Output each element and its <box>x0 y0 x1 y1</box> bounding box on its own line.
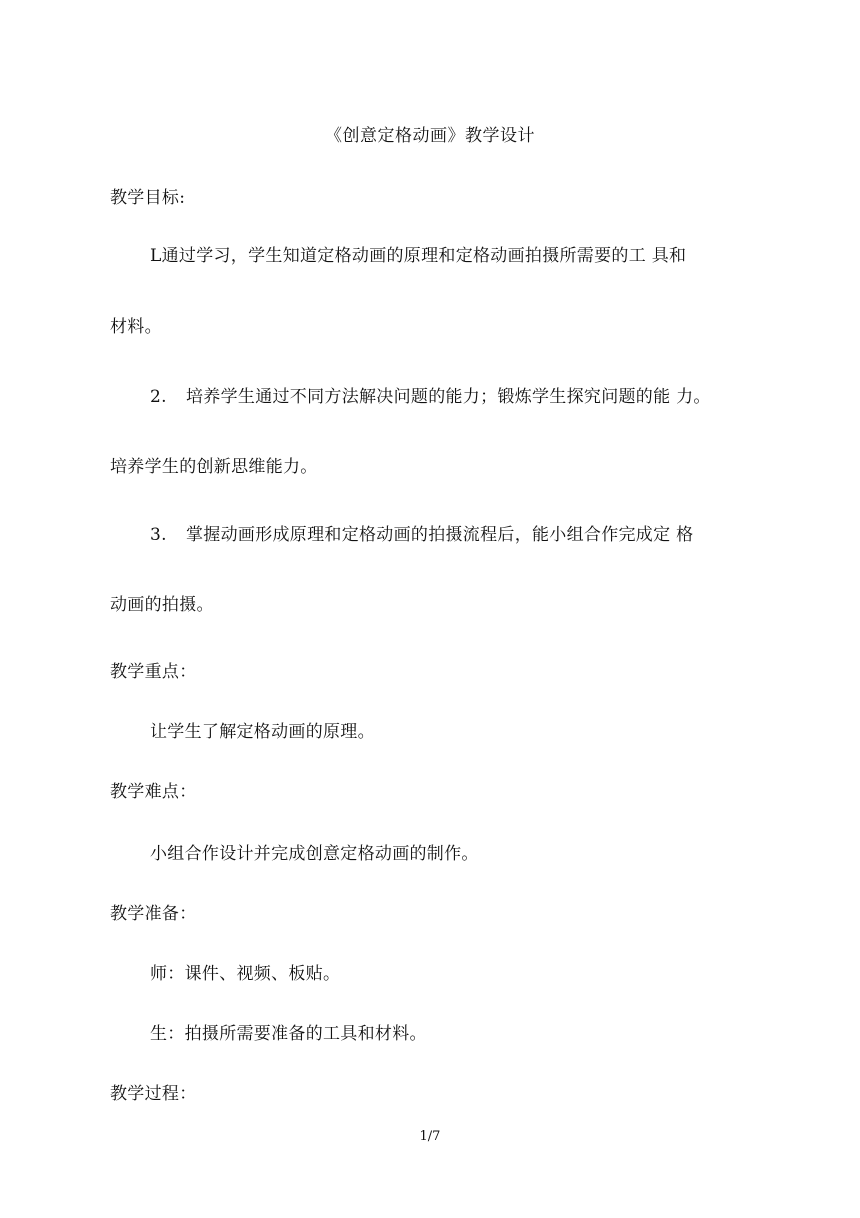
objective-1-line-2: 材料。 <box>110 317 162 337</box>
objective-3-line-2: 动画的拍摄。 <box>110 595 214 615</box>
objective-3-text: 掌握动画形成原理和定格动画的拍摄流程后，能小组合作完成定 格 <box>186 525 694 545</box>
preparation-student: 生：拍摄所需要准备的工具和材料。 <box>150 1024 427 1044</box>
objective-2-line-1 <box>150 385 711 409</box>
objective-2-number: 2. <box>150 387 167 407</box>
objective-3-line-1 <box>150 523 693 547</box>
objectives-heading: 教学目标: <box>110 188 186 208</box>
document-title: 《创意定格动画》教学设计 <box>325 126 535 146</box>
difficulties-heading: 教学难点： <box>110 782 197 802</box>
preparation-teacher: 师：课件、视频、板贴。 <box>150 964 341 984</box>
process-heading: 教学过程： <box>110 1084 197 1104</box>
objective-2-line-2: 培养学生的创新思维能力。 <box>110 457 318 477</box>
objective-3-number: 3. <box>150 525 167 545</box>
objective-2-text: 培养学生通过不同方法解决问题的能力；锻炼学生探究问题的能 力。 <box>186 387 711 407</box>
key-points-heading: 教学重点： <box>110 662 197 682</box>
difficulties-text: 小组合作设计并完成创意定格动画的制作。 <box>150 844 479 864</box>
key-points-text: 让学生了解定格动画的原理。 <box>150 722 375 742</box>
objective-1-line-1: L通过学习，学生知道定格动画的原理和定格动画拍摄所需要的工 具和 <box>150 246 687 266</box>
preparation-heading: 教学准备： <box>110 904 197 924</box>
page-number: 1/7 <box>419 1129 441 1144</box>
